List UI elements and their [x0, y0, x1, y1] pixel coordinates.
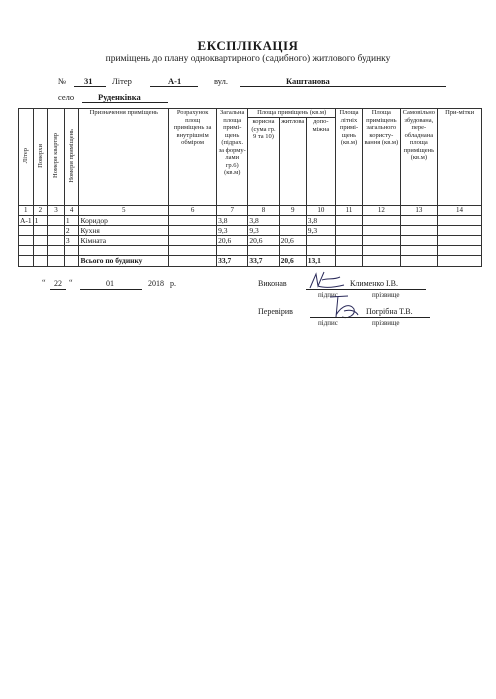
- cell-apartment: [48, 226, 65, 236]
- cell-selfbuilt: [400, 216, 438, 226]
- date-quote-close: “: [69, 278, 73, 287]
- col-num: 8: [248, 206, 279, 216]
- total-area: 33,7: [217, 256, 248, 267]
- document-title: ЕКСПЛІКАЦІЯ: [197, 38, 299, 53]
- signature-caption: підпис: [318, 291, 338, 299]
- header-auxiliary: допо-міжна: [306, 118, 335, 206]
- surname-caption-2: прізвище: [372, 319, 400, 327]
- cell-room: 3: [64, 236, 79, 246]
- cell-selfbuilt: [400, 236, 438, 246]
- cell-total: 9,3: [217, 226, 248, 236]
- cell-aux: [306, 236, 335, 246]
- cell-selfbuilt: [400, 226, 438, 236]
- header-selfbuilt: Самовільно збудована, пере-обладнана площа приміщень (кв.м): [400, 109, 438, 206]
- date-day: 22: [54, 279, 62, 288]
- month-underline: [80, 289, 142, 290]
- cell-living: 20,6: [279, 236, 306, 246]
- street-underline: [240, 86, 446, 87]
- cell-summer: [335, 226, 362, 236]
- total-living: 20,6: [279, 256, 306, 267]
- header-purpose: Призначення приміщень: [79, 109, 169, 206]
- col-num: 12: [363, 206, 401, 216]
- cell-name: Кухня: [79, 226, 169, 236]
- column-number-row: [19, 206, 482, 216]
- liter-label: Літер: [112, 76, 132, 86]
- date-year: 2018: [148, 279, 164, 288]
- cell-common: [363, 216, 401, 226]
- cell-room: 2: [64, 226, 79, 236]
- checked-name: Погрібна Т.В.: [366, 307, 413, 316]
- col-num: 7: [217, 206, 248, 216]
- header-useful: корисна (сума гр. 9 та 10): [248, 118, 279, 206]
- table-row: [19, 236, 482, 246]
- cell-floor: [33, 226, 48, 236]
- cell-aux: 9,3: [306, 226, 335, 236]
- header-apartments: Номери квартир: [48, 109, 65, 206]
- cell-total: 3,8: [217, 216, 248, 226]
- col-num: 4: [64, 206, 79, 216]
- cell-note: [438, 226, 482, 236]
- cell-note: [438, 216, 482, 226]
- total-row: [19, 256, 482, 267]
- checked-label: Перевірив: [258, 307, 293, 316]
- signature-caption-2: підпис: [318, 319, 338, 327]
- cell-total: 20,6: [217, 236, 248, 246]
- day-underline: [50, 289, 66, 290]
- header-common: Площа приміщень загального користу-вання (кв.м): [363, 109, 401, 206]
- surname-caption: прізвище: [372, 291, 400, 299]
- liter-value: А-1: [168, 76, 182, 86]
- cell-note: [438, 236, 482, 246]
- col-num: 14: [438, 206, 482, 216]
- cell-name: Кімната: [79, 236, 169, 246]
- cell-liter: А-1: [20, 215, 32, 225]
- executed-underline: [306, 289, 426, 290]
- executed-label: Виконав: [258, 279, 287, 288]
- cell-calc: [169, 236, 217, 246]
- cell-apartment: [48, 236, 65, 246]
- col-num: 3: [48, 206, 65, 216]
- header-notes: При-мітки: [438, 109, 482, 206]
- cell-aux: 3,8: [306, 216, 335, 226]
- cell-summer: [335, 236, 362, 246]
- cell-room: 1: [64, 216, 79, 226]
- cell-floor: [33, 236, 48, 246]
- header-total-area: Загальна площа примі-щень (підрах. за форму-лами гр.6) (кв.м): [217, 109, 248, 206]
- cell-calc: [169, 226, 217, 236]
- cell-apartment: [48, 216, 65, 226]
- document-subtitle: приміщень до плану одноквартирного (садибного) житлового будинку: [105, 54, 391, 64]
- street-value: Каштанова: [286, 76, 330, 86]
- explication-table: [18, 108, 482, 267]
- table-row-empty: [19, 246, 482, 256]
- header-floors: Поверхи: [33, 109, 48, 206]
- number-underline: [74, 86, 106, 87]
- col-num: 10: [306, 206, 335, 216]
- date-quote-open: “: [42, 278, 46, 287]
- cell-common: [363, 226, 401, 236]
- col-num: 13: [400, 206, 438, 216]
- col-num: 1: [19, 206, 34, 216]
- cell-common: [363, 236, 401, 246]
- village-value: Руденківка: [98, 92, 141, 102]
- cell-living: [279, 216, 306, 226]
- header-living: житлова: [279, 118, 306, 206]
- cell-liter: [19, 236, 34, 246]
- total-label: Всього по будинку: [79, 256, 169, 267]
- cell-liter: [19, 226, 34, 236]
- date-month: 01: [106, 279, 114, 288]
- header-calculation: Розрахунок площ приміщень за внутрішнім обміром: [169, 109, 217, 206]
- header-row-1: [19, 109, 482, 118]
- col-num: 5: [79, 206, 169, 216]
- number-value: 31: [84, 76, 93, 86]
- header-area-group: Площа приміщень (кв.м): [248, 109, 336, 118]
- cell-useful: 3,8: [248, 216, 279, 226]
- total-useful: 33,7: [248, 256, 279, 267]
- checked-underline: [310, 317, 430, 318]
- cell-useful: 9,3: [248, 226, 279, 236]
- col-num: 11: [335, 206, 362, 216]
- village-underline: [82, 102, 168, 103]
- table-row: [19, 226, 482, 236]
- col-num: 9: [279, 206, 306, 216]
- header-liter: Літер: [19, 109, 34, 206]
- header-summer: Площа літніх примі-щень (кв.м): [335, 109, 362, 206]
- table-row: [19, 216, 482, 226]
- header-rooms: Номери приміщень: [64, 109, 79, 206]
- village-label: село: [58, 92, 75, 102]
- number-label: №: [58, 76, 67, 86]
- cell-name: Коридор: [79, 216, 169, 226]
- cell-useful: 20,6: [248, 236, 279, 246]
- col-num: 6: [169, 206, 217, 216]
- street-label: вул.: [214, 76, 228, 86]
- col-num: 2: [33, 206, 48, 216]
- cell-summer: [335, 216, 362, 226]
- cell-living: [279, 226, 306, 236]
- date-year-suffix: р.: [170, 279, 176, 288]
- executed-name: Клименко І.В.: [350, 279, 398, 288]
- total-aux: 13,1: [306, 256, 335, 267]
- cell-calc: [169, 216, 217, 226]
- liter-underline: [150, 86, 198, 87]
- cell-floor: 1: [33, 216, 48, 226]
